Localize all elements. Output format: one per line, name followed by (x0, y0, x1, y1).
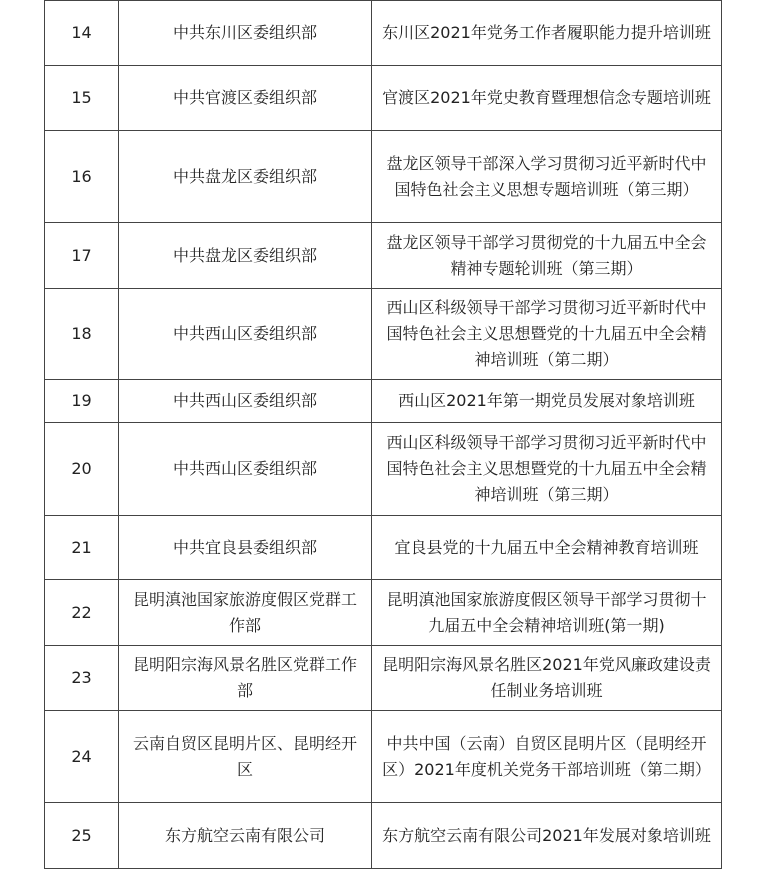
organizer-cell: 中共西山区委组织部 (119, 380, 372, 423)
table-row (45, 66, 722, 131)
row-number: 15 (45, 66, 119, 131)
organizer-cell: 东方航空云南有限公司 (119, 803, 372, 869)
table-row (45, 131, 722, 223)
row-number: 24 (45, 711, 119, 803)
table-row (45, 380, 722, 423)
row-number: 23 (45, 646, 119, 711)
course-title-cell: 西山区科级领导干部学习贯彻习近平新时代中国特色社会主义思想暨党的十九届五中全会精神培训班（第三期） (372, 423, 722, 516)
organizer-cell: 云南自贸区昆明片区、昆明经开区 (119, 711, 372, 803)
table-row (45, 646, 722, 711)
table-row (45, 803, 722, 869)
row-number: 19 (45, 380, 119, 423)
course-title-cell: 昆明滇池国家旅游度假区领导干部学习贯彻十九届五中全会精神培训班(第一期) (372, 580, 722, 646)
course-title-cell: 官渡区2021年党史教育暨理想信念专题培训班 (372, 66, 722, 131)
table-row (45, 711, 722, 803)
course-title-cell: 东方航空云南有限公司2021年发展对象培训班 (372, 803, 722, 869)
course-title-cell: 昆明阳宗海风景名胜区2021年党风廉政建设责任制业务培训班 (372, 646, 722, 711)
course-title-cell: 盘龙区领导干部深入学习贯彻习近平新时代中国特色社会主义思想专题培训班（第三期） (372, 131, 722, 223)
row-number: 18 (45, 289, 119, 380)
organizer-cell: 昆明阳宗海风景名胜区党群工作部 (119, 646, 372, 711)
row-number: 20 (45, 423, 119, 516)
row-number: 16 (45, 131, 119, 223)
organizer-cell: 中共西山区委组织部 (119, 289, 372, 380)
row-number: 14 (45, 1, 119, 66)
course-title-cell: 宜良县党的十九届五中全会精神教育培训班 (372, 516, 722, 580)
table-row (45, 289, 722, 380)
row-number: 22 (45, 580, 119, 646)
organizer-cell: 中共宜良县委组织部 (119, 516, 372, 580)
table-row (45, 223, 722, 289)
row-number: 25 (45, 803, 119, 869)
training-table (44, 0, 722, 869)
organizer-cell: 中共盘龙区委组织部 (119, 223, 372, 289)
course-title-cell: 东川区2021年党务工作者履职能力提升培训班 (372, 1, 722, 66)
table-row (45, 423, 722, 516)
table-row (45, 1, 722, 66)
row-number: 17 (45, 223, 119, 289)
course-title-cell: 中共中国（云南）自贸区昆明片区（昆明经开区）2021年度机关党务干部培训班（第二期） (372, 711, 722, 803)
organizer-cell: 昆明滇池国家旅游度假区党群工作部 (119, 580, 372, 646)
organizer-cell: 中共盘龙区委组织部 (119, 131, 372, 223)
row-number: 21 (45, 516, 119, 580)
course-title-cell: 西山区2021年第一期党员发展对象培训班 (372, 380, 722, 423)
table-row (45, 516, 722, 580)
organizer-cell: 中共西山区委组织部 (119, 423, 372, 516)
table-row (45, 580, 722, 646)
course-title-cell: 西山区科级领导干部学习贯彻习近平新时代中国特色社会主义思想暨党的十九届五中全会精神培训班（第二期） (372, 289, 722, 380)
course-title-cell: 盘龙区领导干部学习贯彻党的十九届五中全会精神专题轮训班（第三期） (372, 223, 722, 289)
organizer-cell: 中共东川区委组织部 (119, 1, 372, 66)
organizer-cell: 中共官渡区委组织部 (119, 66, 372, 131)
